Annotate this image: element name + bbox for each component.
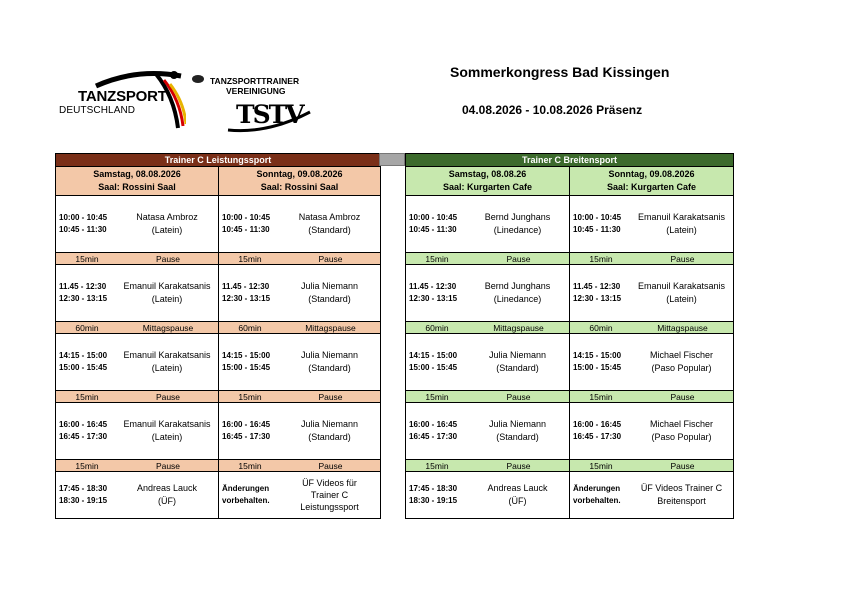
session-cell: 17:45 - 18:30 18:30 - 19:15 Andreas Lauck (ÜF): [56, 472, 219, 519]
pause-cell: 15min Pause: [570, 391, 734, 403]
session-cell: 11.45 - 12:30 12:30 - 13:15 Emanuil Karakatsanis (Latein): [570, 265, 734, 322]
session-cell: 10:00 - 10:45 10:45 - 11:30 Natasa Ambroz (Standard): [219, 196, 381, 253]
session-cell: 14:15 - 15:00 15:00 - 15:45 Julia Niemann (Standard): [406, 334, 570, 391]
pause-cell: 15min Pause: [406, 460, 570, 472]
pause-cell: 60min Mittagspause: [406, 322, 570, 334]
session-cell: 11.45 - 12:30 12:30 - 13:15 Emanuil Karakatsanis (Latein): [56, 265, 219, 322]
tstv-logo: [188, 72, 318, 134]
pause-cell: 15min Pause: [570, 460, 734, 472]
session-cell: 11.45 - 12:30 12:30 - 13:15 Bernd Junghans (Linedance): [406, 265, 570, 322]
session-cell: 16:00 - 16:45 16:45 - 17:30 Julia Niemann (Standard): [406, 403, 570, 460]
pause-cell: 15min Pause: [219, 253, 381, 265]
pause-cell: 15min Pause: [406, 253, 570, 265]
day-header: Samstag, 08.08.2026 Saal: Rossini Saal: [56, 167, 219, 196]
page-dates: 04.08.2026 - 10.08.2026 Präsenz: [462, 103, 643, 117]
pause-cell: 15min Pause: [570, 253, 734, 265]
tstv-line2: VEREINIGUNG: [226, 86, 286, 96]
pause-cell: 15min Pause: [219, 391, 381, 403]
notes-cell: Änderungen vorbehalten. ÜF Videos Trainer C Breitensport: [570, 472, 734, 519]
session-cell: 16:00 - 16:45 16:45 - 17:30 Emanuil Karakatsanis (Latein): [56, 403, 219, 460]
section-title: Trainer C Breitensport: [406, 154, 734, 167]
logo-text-big: TANZSPORT: [78, 88, 167, 105]
session-cell: 11.45 - 12:30 12:30 - 13:15 Julia Niemann (Standard): [219, 265, 381, 322]
notes-cell: Änderungen vorbehalten. ÜF Videos für Trainer C Leistungssport: [219, 472, 381, 519]
session-cell: 17:45 - 18:30 18:30 - 19:15 Andreas Lauck (ÜF): [406, 472, 570, 519]
session-cell: 16:00 - 16:45 16:45 - 17:30 Julia Niemann (Standard): [219, 403, 381, 460]
pause-cell: 60min Mittagspause: [570, 322, 734, 334]
day-header: Sonntag, 09.08.2026 Saal: Kurgarten Cafe: [570, 167, 734, 196]
session-cell: 10:00 - 10:45 10:45 - 11:30 Natasa Ambroz (Latein): [56, 196, 219, 253]
session-cell: 10:00 - 10:45 10:45 - 11:30 Emanuil Karakatsanis (Latein): [570, 196, 734, 253]
pause-cell: 15min Pause: [219, 460, 381, 472]
section-title: Trainer C Leistungssport: [56, 154, 381, 167]
tstv-mark: TSTV: [236, 100, 303, 129]
session-cell: 16:00 - 16:45 16:45 - 17:30 Michael Fischer (Paso Popular): [570, 403, 734, 460]
day-header: Samstag, 08.08.26 Saal: Kurgarten Cafe: [406, 167, 570, 196]
session-cell: 10:00 - 10:45 10:45 - 11:30 Bernd Junghans (Linedance): [406, 196, 570, 253]
pause-cell: 60min Mittagspause: [219, 322, 381, 334]
pause-cell: 15min Pause: [56, 391, 219, 403]
session-cell: 14:15 - 15:00 15:00 - 15:45 Emanuil Karakatsanis (Latein): [56, 334, 219, 391]
table-gap-bar: [379, 153, 405, 166]
logo-text-small: DEUTSCHLAND: [59, 105, 136, 116]
page-title: Sommerkongress Bad Kissingen: [450, 64, 670, 80]
table-breitensport: [405, 153, 734, 519]
table-leistungssport: [55, 153, 381, 519]
pause-cell: 15min Pause: [56, 460, 219, 472]
session-cell: 14:15 - 15:00 15:00 - 15:45 Michael Fischer (Paso Popular): [570, 334, 734, 391]
tanzsport-deutschland-logo: [56, 66, 186, 132]
session-cell: 14:15 - 15:00 15:00 - 15:45 Julia Niemann (Standard): [219, 334, 381, 391]
tstv-line1: TANZSPORTTRAINER: [210, 76, 300, 86]
pause-cell: 15min Pause: [56, 253, 219, 265]
pause-cell: 60min Mittagspause: [56, 322, 219, 334]
pause-cell: 15min Pause: [406, 391, 570, 403]
day-header: Sonntag, 09.08.2026 Saal: Rossini Saal: [219, 167, 381, 196]
